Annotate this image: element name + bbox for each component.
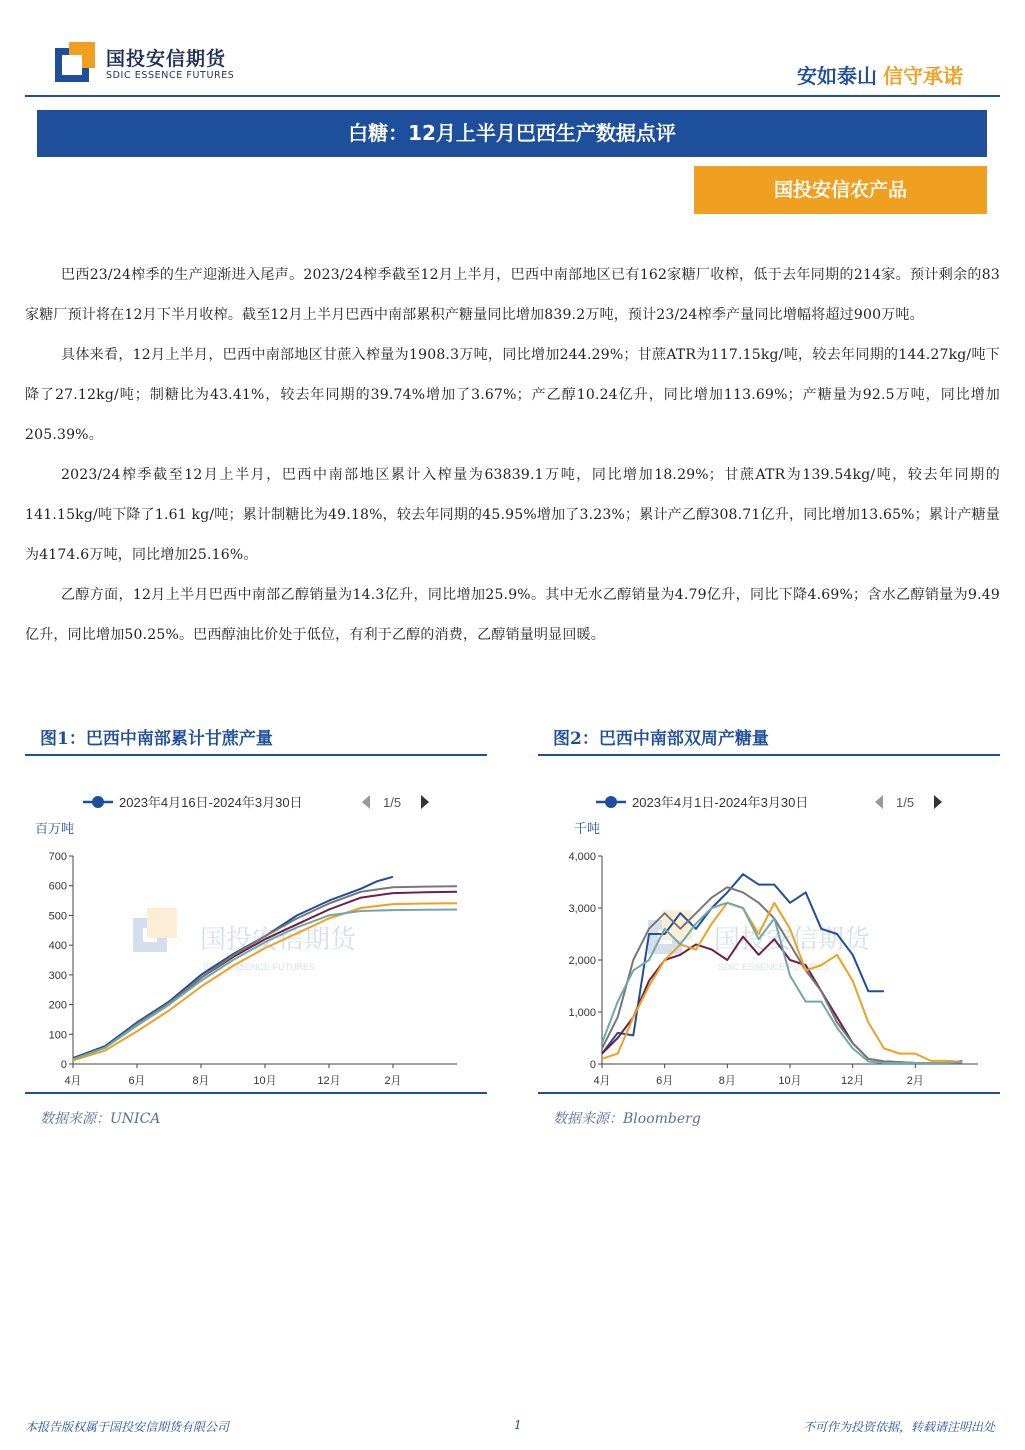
- next-page-icon[interactable]: [421, 795, 429, 809]
- figure-2-top-rule: [538, 754, 1000, 756]
- paragraph: 巴西23/24榨季的生产迎渐进入尾声。2023/24榨季截至12月上半月，巴西中南部地区已有162家糖厂收榨，低于去年同期的214家。预计剩余的83家糖厂预计将在12月下半月收榨。截至12月上半月巴西中南部累积产糖量同比增加839.2万吨，预计23/24榨季产量同比增幅将超过900万吨。: [25, 267, 1000, 323]
- legend-marker-icon: [605, 796, 617, 808]
- x-tick-label: 4月: [593, 1075, 611, 1087]
- watermark-text: 国投安信期货: [200, 924, 357, 954]
- x-tick-label: 10月: [778, 1075, 802, 1087]
- next-page-icon[interactable]: [934, 795, 942, 809]
- legend-label: 2023年4月16日-2024年3月30日: [119, 795, 303, 810]
- y-tick-label: 3,000: [568, 903, 596, 915]
- figure-2-source: 数据来源：Bloomberg: [553, 1111, 701, 1127]
- y-tick-label: 200: [48, 999, 67, 1012]
- y-tick-label: 700: [48, 851, 67, 863]
- figure-2-bottom-rule: [538, 1092, 1000, 1094]
- watermark: [648, 910, 872, 972]
- series-line-2: [73, 892, 457, 1059]
- x-tick-label: 4月: [64, 1075, 82, 1087]
- prev-page-icon[interactable]: [362, 795, 370, 809]
- y-axis-unit: 百万吨: [35, 821, 75, 836]
- figure-1-title: 图1：巴西中南部累计甘蔗产量: [40, 729, 273, 749]
- y-tick-label: 100: [48, 1029, 67, 1042]
- series-line-3: [73, 886, 457, 1059]
- x-tick-label: 2月: [384, 1075, 402, 1087]
- y-tick-label: 0: [60, 1059, 67, 1071]
- footer-copyright: 本报告版权属于国投安信期货有限公司: [25, 1420, 230, 1434]
- slogan-part-2: 信守承诺: [883, 64, 963, 88]
- figure-1-source: 数据来源：UNICA: [40, 1111, 161, 1127]
- x-tick-label: 12月: [841, 1075, 865, 1087]
- header-divider: [25, 95, 1000, 97]
- logo-chinese-name: 国投安信期货: [106, 48, 227, 70]
- figure-2-title: 图2：巴西中南部双周产糖量: [553, 729, 769, 749]
- figure-1-bottom-rule: [25, 1092, 487, 1094]
- logo-english-name: SDIC ESSENCE FUTURES: [106, 70, 235, 81]
- legend-pager: 1/5: [383, 795, 402, 810]
- figure-1-chart: [25, 780, 487, 1090]
- legend-label: 2023年4月1日-2024年3月30日: [632, 795, 809, 810]
- x-tick-label: 12月: [317, 1075, 341, 1087]
- slogan-part-1: 安如泰山: [797, 64, 877, 88]
- report-body: [25, 255, 1000, 655]
- y-tick-label: 4,000: [568, 851, 596, 863]
- y-tick-label: 400: [48, 940, 67, 953]
- legend-pager: 1/5: [896, 795, 915, 810]
- paragraph: 乙醇方面，12月上半月巴西中南部乙醇销量为14.3亿升，同比增加25.9%。其中无水乙醇销量为4.79亿升，同比下降4.69%；含水乙醇销量为9.49亿升，同比增加50.25%。巴西醇油比价处于低位，有利于乙醇的消费，乙醇销量明显回暖。: [25, 587, 1000, 643]
- x-tick-label: 8月: [718, 1075, 736, 1087]
- x-tick-label: 6月: [656, 1075, 674, 1087]
- series-line-2: [602, 937, 962, 1063]
- footer-page-number: 1: [514, 1418, 522, 1432]
- y-tick-label: 300: [48, 969, 67, 982]
- legend: [83, 795, 429, 810]
- watermark-text: 国投安信期货: [714, 924, 871, 954]
- y-tick-label: 500: [48, 910, 67, 923]
- paragraph: 具体来看，12月上半月，巴西中南部地区甘蔗入榨量为1908.3万吨，同比增加244.29%；甘蔗ATR为117.15kg/吨，较去年同期的144.27kg/吨下降了27.12kg/吨；制糖比为43.41%，较去年同期的39.74%增加了3.67%；产乙醇10.24亿升，同比增加113.69%；产糖量为92.5万吨，同比增加205.39%。: [25, 347, 1000, 443]
- watermark-subtext: SDIC ESSENCE FUTURES: [718, 962, 831, 972]
- y-tick-label: 1,000: [568, 1007, 596, 1019]
- x-tick-label: 10月: [253, 1075, 277, 1087]
- x-tick-label: 6月: [128, 1075, 146, 1087]
- header-slogan: [797, 60, 963, 89]
- paragraph: 2023/24榨季截至12月上半月，巴西中南部地区累计入榨量为63839.1万吨，同比增加18.29%；甘蔗ATR为139.54kg/吨，较去年同期的141.15kg/吨下降了1.61 kg/吨；累计制糖比为49.18%，较去年同期的45.95%增加了3.23%；累计产乙醇308.71亿升，同比增加13.65%；累计产糖量为4174.6万吨，同比增加25.16%。: [25, 467, 1000, 563]
- watermark-subtext: SDIC ESSENCE FUTURES: [203, 962, 316, 972]
- legend: [596, 795, 942, 810]
- prev-page-icon[interactable]: [875, 795, 883, 809]
- y-tick-label: 600: [48, 880, 67, 893]
- y-tick-label: 0: [589, 1059, 596, 1071]
- figure-2-chart: [538, 780, 1000, 1090]
- footer-disclaimer: 不可作为投资依据，转载请注明出处: [802, 1420, 995, 1434]
- x-tick-label: 2月: [906, 1075, 924, 1087]
- x-tick-label: 8月: [192, 1075, 210, 1087]
- y-tick-label: 2,000: [568, 955, 596, 967]
- y-axis-unit: 千吨: [574, 821, 601, 836]
- figure-1-top-rule: [25, 754, 487, 756]
- company-logo-icon: [55, 42, 95, 82]
- legend-marker-icon: [92, 796, 104, 808]
- report-title: 白糖：12月上半月巴西生产数据点评: [37, 110, 987, 157]
- report-category-tag: 国投安信农产品: [694, 166, 987, 214]
